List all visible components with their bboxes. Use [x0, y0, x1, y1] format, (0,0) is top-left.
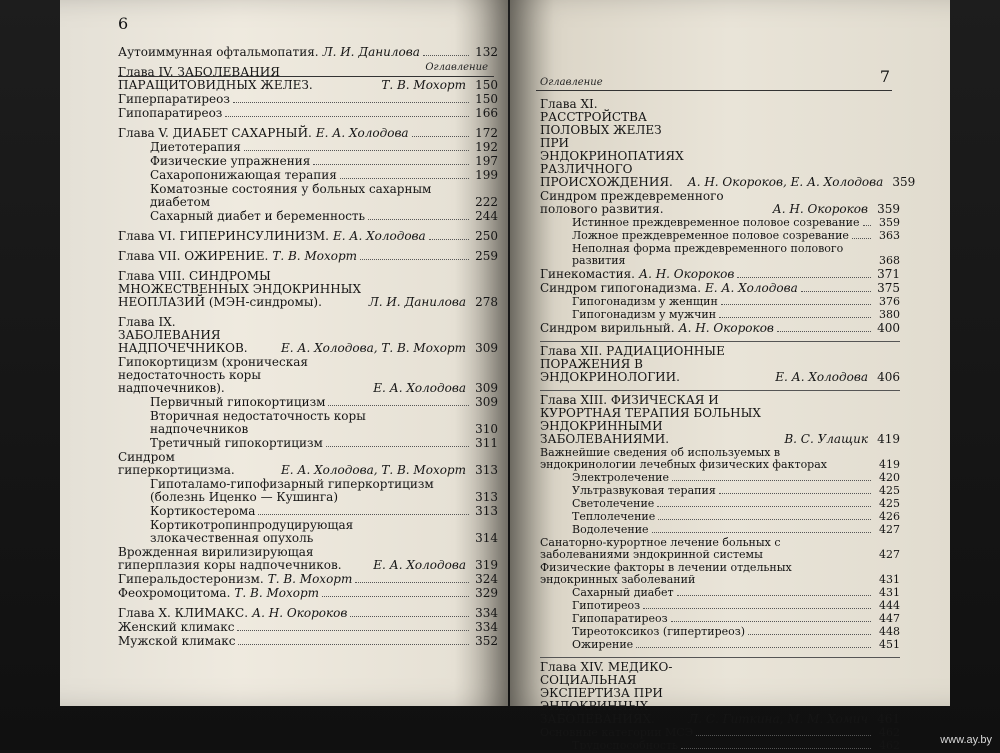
- leader-dots: [748, 633, 871, 635]
- toc-entry-title: Гипогонадизм у мужчин: [572, 308, 717, 321]
- toc-entry-title: Синдром вирильный.: [540, 321, 675, 335]
- toc-entry: [572, 485, 900, 497]
- toc-entry: [118, 587, 498, 600]
- toc-entry-title: Глава XIV. МЕДИКО-СОЦИАЛЬНАЯ ЭКСПЕРТИЗА ПРИ ЭНДОКРИННЫХ ЗАБОЛЕВАНИЯХ.: [540, 660, 673, 726]
- toc-entry-title: Третичный гипокортицизм: [150, 436, 323, 450]
- chapter-separator: [540, 390, 900, 391]
- toc-entry: [150, 519, 498, 545]
- toc-entry-title: Глава VII. ОЖИРЕНИЕ.: [118, 249, 269, 263]
- toc-entry-page: 309: [475, 341, 498, 355]
- toc-entry: [572, 587, 900, 599]
- toc-entry-page: 426: [879, 510, 900, 523]
- toc-entry-title: Феохромоцитома.: [118, 586, 231, 600]
- toc-entry: [540, 268, 900, 281]
- toc-entry: [572, 600, 900, 612]
- toc-entry: [150, 396, 498, 409]
- toc-entry-title: Ультразвуковая терапия: [572, 484, 716, 497]
- toc-entry: [150, 169, 498, 182]
- leader-dots: [652, 531, 871, 533]
- toc-entry: [118, 546, 498, 572]
- toc-entry: [150, 505, 498, 518]
- toc-entry: [118, 635, 498, 648]
- toc-entry-title: Диетотерапия: [150, 140, 241, 154]
- toc-chapter: [118, 250, 498, 263]
- toc-entry-title: Глава XIII. ФИЗИЧЕСКАЯ И КУРОРТНАЯ ТЕРАПИЯ БОЛЬНЫХ ЭНДОКРИННЫМИ ЗАБОЛЕВАНИЯМИ.: [540, 393, 761, 446]
- toc-entry-title: Гипопаратиреоз: [572, 612, 668, 625]
- leader-dots: [429, 238, 469, 240]
- toc-entry-page: 197: [475, 154, 498, 168]
- toc-entry-title: Глава IX. ЗАБОЛЕВАНИЯ НАДПОЧЕЧНИКОВ.: [118, 315, 248, 355]
- toc-entry-page: 371: [877, 267, 900, 281]
- toc-entry-title: Кортикотропинпродуцирующая злокачественная опухоль: [150, 518, 354, 545]
- leader-dots: [719, 316, 871, 318]
- toc-entry-title: Основные категории МСЭ: [540, 726, 694, 739]
- toc-entry: [572, 498, 900, 510]
- toc-entry-title: Ожирение: [572, 638, 634, 651]
- toc-entry-page: 150: [475, 92, 498, 106]
- toc-entry-page: 309: [475, 381, 498, 395]
- toc-entry-page: 419: [877, 432, 900, 446]
- toc-entry: [540, 282, 900, 295]
- toc-entry-title: Гиперальдостеронизм.: [118, 572, 264, 586]
- toc-entry-title: Вторичная недостаточность коры надпочечников: [150, 409, 366, 436]
- leader-dots: [681, 747, 871, 749]
- leader-dots: [258, 513, 469, 515]
- toc-entry-page: 431: [879, 586, 900, 599]
- toc-entry-page: 329: [475, 586, 498, 600]
- toc-entry-page: 431: [879, 573, 900, 586]
- toc-entry-page: 314: [475, 531, 498, 545]
- toc-entry-page: 172: [475, 126, 498, 140]
- toc-entry-title: Гипогонадизм у женщин: [572, 295, 718, 308]
- toc-entry: [572, 740, 900, 752]
- left-page: [60, 0, 508, 706]
- toc-entry: [150, 478, 498, 504]
- leader-dots: [696, 734, 871, 736]
- toc-entry-page: 352: [475, 634, 498, 648]
- toc-entry: [572, 296, 900, 308]
- toc-entry-title: Женский климакс: [118, 620, 235, 634]
- toc-entry-title: Врожденная вирилизирующая гиперплазия коры надпочечников.: [118, 545, 342, 572]
- leader-dots: [737, 276, 871, 278]
- leader-dots: [237, 629, 469, 631]
- toc-entry-author: А. Н. Окороков: [678, 321, 774, 335]
- toc-entry-page: 427: [879, 548, 900, 561]
- toc-entry-page: 310: [475, 422, 498, 436]
- toc-entry-page: 311: [475, 436, 498, 450]
- toc-entry-title: Синдром гипогонадизма.: [540, 281, 702, 295]
- toc-entry-page: 278: [475, 295, 498, 309]
- leader-dots: [313, 163, 469, 165]
- toc-entry-title: Глава XII. РАДИАЦИОННЫЕ ПОРАЖЕНИЯ В ЭНДОКРИНОЛОГИИ.: [540, 344, 725, 384]
- running-head-left: Оглавление: [425, 62, 488, 73]
- toc-entry-page: 222: [475, 195, 498, 209]
- toc-entry-title: Аутоиммунная офтальмопатия.: [118, 45, 319, 59]
- toc-entry: [540, 447, 900, 471]
- toc-entry-title: Физические факторы в лечении отдельных эндокринных заболеваний: [540, 561, 792, 586]
- toc-chapter: [118, 270, 498, 309]
- toc-left: [118, 46, 498, 649]
- toc-entry-page: 313: [475, 490, 498, 504]
- toc-entry-page: 309: [475, 395, 498, 409]
- toc-entry-title: Неполная форма преждевременного полового развития: [572, 242, 844, 267]
- toc-entry-page: 132: [475, 45, 498, 59]
- toc-entry: [118, 621, 498, 634]
- toc-entry-title: Глава VI. ГИПЕРИНСУЛИНИЗМ.: [118, 229, 329, 243]
- leader-dots: [350, 615, 469, 617]
- toc-entry-author: А. Н. Окороков, Е. А. Холодова: [687, 175, 884, 189]
- toc-entry-page: 199: [475, 168, 498, 182]
- toc-entry-page: 250: [475, 229, 498, 243]
- leader-dots: [801, 290, 871, 292]
- right-page-number: 7: [879, 67, 890, 86]
- toc-entry-page: 375: [877, 281, 900, 295]
- toc-entry-page: 368: [879, 254, 900, 267]
- toc-entry: [572, 626, 900, 638]
- toc-entry: [118, 46, 498, 59]
- toc-entry-page: 462: [879, 726, 900, 739]
- leader-dots: [671, 620, 871, 622]
- toc-entry-author: Т. В. Мохорт: [267, 572, 353, 586]
- chapter-separator: [540, 657, 900, 658]
- toc-entry-page: 400: [877, 321, 900, 335]
- toc-entry-title: Глава V. ДИАБЕТ САХАРНЫЙ.: [118, 126, 312, 140]
- toc-entry-page: 419: [879, 458, 900, 471]
- toc-entry-title: Синдром гиперкортицизма.: [118, 450, 235, 477]
- toc-entry-title: Гипокортицизм (хроническая недостаточность коры надпочечников).: [118, 355, 308, 395]
- toc-entry-page: 334: [475, 620, 498, 634]
- toc-entry-page: 359: [892, 175, 916, 189]
- toc-entry-author: Е. А. Холодова: [775, 370, 868, 384]
- toc-entry: [118, 451, 498, 477]
- toc-entry-author: Л. С. Гиткина, М. М. Хомич: [688, 712, 868, 726]
- toc-entry-page: 425: [879, 497, 900, 510]
- toc-entry-page: 359: [879, 216, 900, 229]
- left-page-number: 6: [118, 14, 129, 33]
- toc-entry-title: Сахаропонижающая терапия: [150, 168, 337, 182]
- toc-entry-title: Кортикостерома: [150, 504, 256, 518]
- toc-entry-author: А. Н. Окороков: [772, 202, 868, 216]
- toc-entry-page: 259: [475, 249, 498, 263]
- toc-chapter: [540, 345, 900, 384]
- toc-entry-title: Важнейшие сведения об используемых в эндокринологии лечебных физических факторах: [540, 446, 827, 471]
- toc-entry: [150, 410, 498, 436]
- toc-entry-page: 363: [879, 229, 900, 242]
- toc-entry-title: Первичный гипокортицизм: [150, 395, 326, 409]
- toc-entry-page: 334: [475, 606, 498, 620]
- toc-entry-title: Гинекомастия.: [540, 267, 635, 281]
- leader-dots: [233, 101, 469, 103]
- toc-entry-page: 462: [879, 739, 900, 752]
- leader-dots: [326, 445, 469, 447]
- toc-chapter: [118, 127, 498, 140]
- toc-entry-page: 166: [475, 106, 498, 120]
- toc-entry: [572, 243, 900, 267]
- toc-entry: [572, 309, 900, 321]
- toc-entry: [118, 356, 498, 395]
- toc-entry-title: Санаторно-курортное лечение больных с заболеваниями эндокринной системы: [540, 536, 781, 561]
- toc-entry-author: В. С. Улащик: [784, 432, 868, 446]
- toc-entry-title: Тиреотоксикоз (гипертиреоз): [572, 625, 746, 638]
- toc-entry-title: Гипотиреоз: [572, 599, 641, 612]
- toc-chapter: [118, 66, 498, 92]
- toc-entry-page: 451: [879, 638, 900, 651]
- toc-entry-title: Истинное преждевременное половое созревание: [572, 216, 860, 229]
- leader-dots: [368, 218, 469, 220]
- toc-entry-title: Коматозные состояния у больных сахарным диабетом: [150, 182, 432, 209]
- toc-entry-author: Е. А. Холодова, Т. В. Мохорт: [281, 341, 466, 355]
- toc-entry-page: 192: [475, 140, 498, 154]
- toc-entry-page: 376: [879, 295, 900, 308]
- toc-entry-title: Ложное преждевременное половое созревание: [572, 229, 849, 242]
- toc-entry: [540, 190, 900, 216]
- toc-entry-page: 319: [475, 558, 498, 572]
- toc-entry-author: Е. А. Холодова: [315, 126, 409, 140]
- toc-entry-title: Глава X. КЛИМАКС.: [118, 606, 249, 620]
- leader-dots: [643, 607, 871, 609]
- toc-entry: [572, 472, 900, 484]
- toc-entry-page: 427: [879, 523, 900, 536]
- leader-dots: [852, 237, 871, 239]
- toc-entry: [572, 639, 900, 651]
- toc-entry-page: 461: [877, 712, 900, 726]
- toc-entry-page: 425: [879, 484, 900, 497]
- chapter-separator: [540, 341, 900, 342]
- toc-entry: [150, 437, 498, 450]
- leader-dots: [355, 581, 469, 583]
- toc-entry-author: Е. А. Холодова, Т. В. Мохорт: [281, 463, 466, 477]
- toc-chapter: [118, 607, 498, 620]
- toc-entry-page: 444: [879, 599, 900, 612]
- leader-dots: [412, 135, 469, 137]
- toc-entry: [540, 562, 900, 586]
- toc-entry-author: А. Н. Окороков: [639, 267, 735, 281]
- toc-entry-page: 244: [475, 209, 498, 223]
- toc-entry-page: 420: [879, 471, 900, 484]
- toc-entry-author: А. Н. Окороков: [252, 606, 348, 620]
- toc-entry-title: Глава XI. РАССТРОЙСТВА ПОЛОВЫХ ЖЕЛЕЗ ПРИ ЭНДОКРИНОПАТИЯХ РАЗЛИЧНОГО ПРОИСХОЖДЕНИЯ.: [540, 97, 684, 189]
- watermark: www.ay.by: [940, 734, 992, 746]
- toc-entry-title: Синдром преждевременного полового развития.: [540, 189, 724, 216]
- toc-entry: [118, 573, 498, 586]
- toc-entry-author: Т. В. Мохорт: [381, 78, 466, 92]
- toc-entry-title: Гипопаратиреоз: [118, 106, 223, 120]
- toc-entry-title: Гиперпаратиреоз: [118, 92, 230, 106]
- toc-entry-title: Электролечение: [572, 471, 669, 484]
- leader-dots: [360, 258, 469, 260]
- leader-dots: [657, 505, 871, 507]
- toc-entry-author: Е. А. Холодова: [705, 281, 798, 295]
- toc-entry-title: Глава VIII. СИНДРОМЫ МНОЖЕСТВЕННЫХ ЭНДОКРИННЫХ НЕОПЛАЗИЙ (МЭН-синдромы).: [118, 269, 362, 309]
- toc-right: [540, 97, 916, 753]
- toc-chapter: [540, 97, 916, 189]
- toc-entry-page: 406: [877, 370, 900, 384]
- toc-entry-page: 313: [475, 463, 498, 477]
- toc-entry-title: Глава IV. ЗАБОЛЕВАНИЯ ПАРАЩИТОВИДНЫХ ЖЕЛЕЗ.: [118, 65, 313, 92]
- toc-entry: [118, 107, 498, 120]
- toc-entry: [150, 141, 498, 154]
- toc-entry-title: Трудоспособность: [572, 739, 678, 752]
- toc-entry-title: Сахарный диабет: [572, 586, 674, 599]
- toc-entry: [540, 727, 900, 739]
- toc-entry: [150, 155, 498, 168]
- header-rule: [536, 90, 892, 91]
- toc-entry-title: Водолечение: [572, 523, 649, 536]
- toc-entry-title: Сахарный диабет и беременность: [150, 209, 366, 223]
- toc-chapter: [118, 316, 498, 355]
- toc-entry-author: Е. А. Холодова: [373, 381, 466, 395]
- toc-entry: [150, 183, 498, 209]
- leader-dots: [672, 479, 871, 481]
- toc-entry-page: 313: [475, 504, 498, 518]
- toc-entry: [572, 511, 900, 523]
- leader-dots: [777, 330, 871, 332]
- toc-entry-title: Светолечение: [572, 497, 655, 510]
- leader-dots: [238, 643, 469, 645]
- toc-entry-title: Теплолечение: [572, 510, 656, 523]
- leader-dots: [863, 224, 872, 226]
- toc-entry: [540, 322, 900, 335]
- leader-dots: [244, 149, 469, 151]
- leader-dots: [328, 404, 469, 406]
- toc-entry-title: Гипоталамо-гипофизарный гиперкортицизм (болезнь Иценко — Кушинга): [150, 477, 434, 504]
- toc-entry: [572, 613, 900, 625]
- toc-entry-page: 324: [475, 572, 498, 586]
- toc-entry-author: Т. В. Мохорт: [234, 586, 320, 600]
- right-page: [510, 0, 950, 752]
- toc-entry-title: Физические упражнения: [150, 154, 311, 168]
- leader-dots: [658, 518, 871, 520]
- toc-entry: [572, 524, 900, 536]
- leader-dots: [340, 177, 469, 179]
- running-head-right: Оглавление: [540, 77, 603, 88]
- toc-entry-author: Т. В. Мохорт: [272, 249, 358, 263]
- leader-dots: [322, 595, 469, 597]
- toc-entry: [572, 230, 900, 242]
- toc-entry: [572, 217, 900, 229]
- toc-entry-author: Е. А. Холодова: [332, 229, 426, 243]
- toc-chapter: [540, 661, 900, 726]
- leader-dots: [423, 54, 469, 56]
- toc-entry-page: 380: [879, 308, 900, 321]
- leader-dots: [636, 646, 871, 648]
- toc-entry-page: 447: [879, 612, 900, 625]
- toc-entry-author: Е. А. Холодова: [373, 558, 466, 572]
- toc-entry-page: 150: [475, 78, 498, 92]
- toc-chapter: [540, 394, 900, 446]
- toc-entry-page: 359: [877, 202, 900, 216]
- leader-dots: [719, 492, 871, 494]
- leader-dots: [721, 303, 871, 305]
- toc-entry-title: Мужской климакс: [118, 634, 236, 648]
- toc-entry-author: Л. И. Данилова: [322, 45, 420, 59]
- toc-entry-page: 448: [879, 625, 900, 638]
- toc-entry-author: Л. И. Данилова: [368, 295, 466, 309]
- toc-entry: [150, 210, 498, 223]
- toc-chapter: [118, 230, 498, 243]
- toc-entry: [540, 537, 900, 561]
- leader-dots: [225, 115, 469, 117]
- leader-dots: [677, 594, 871, 596]
- toc-entry: [118, 93, 498, 106]
